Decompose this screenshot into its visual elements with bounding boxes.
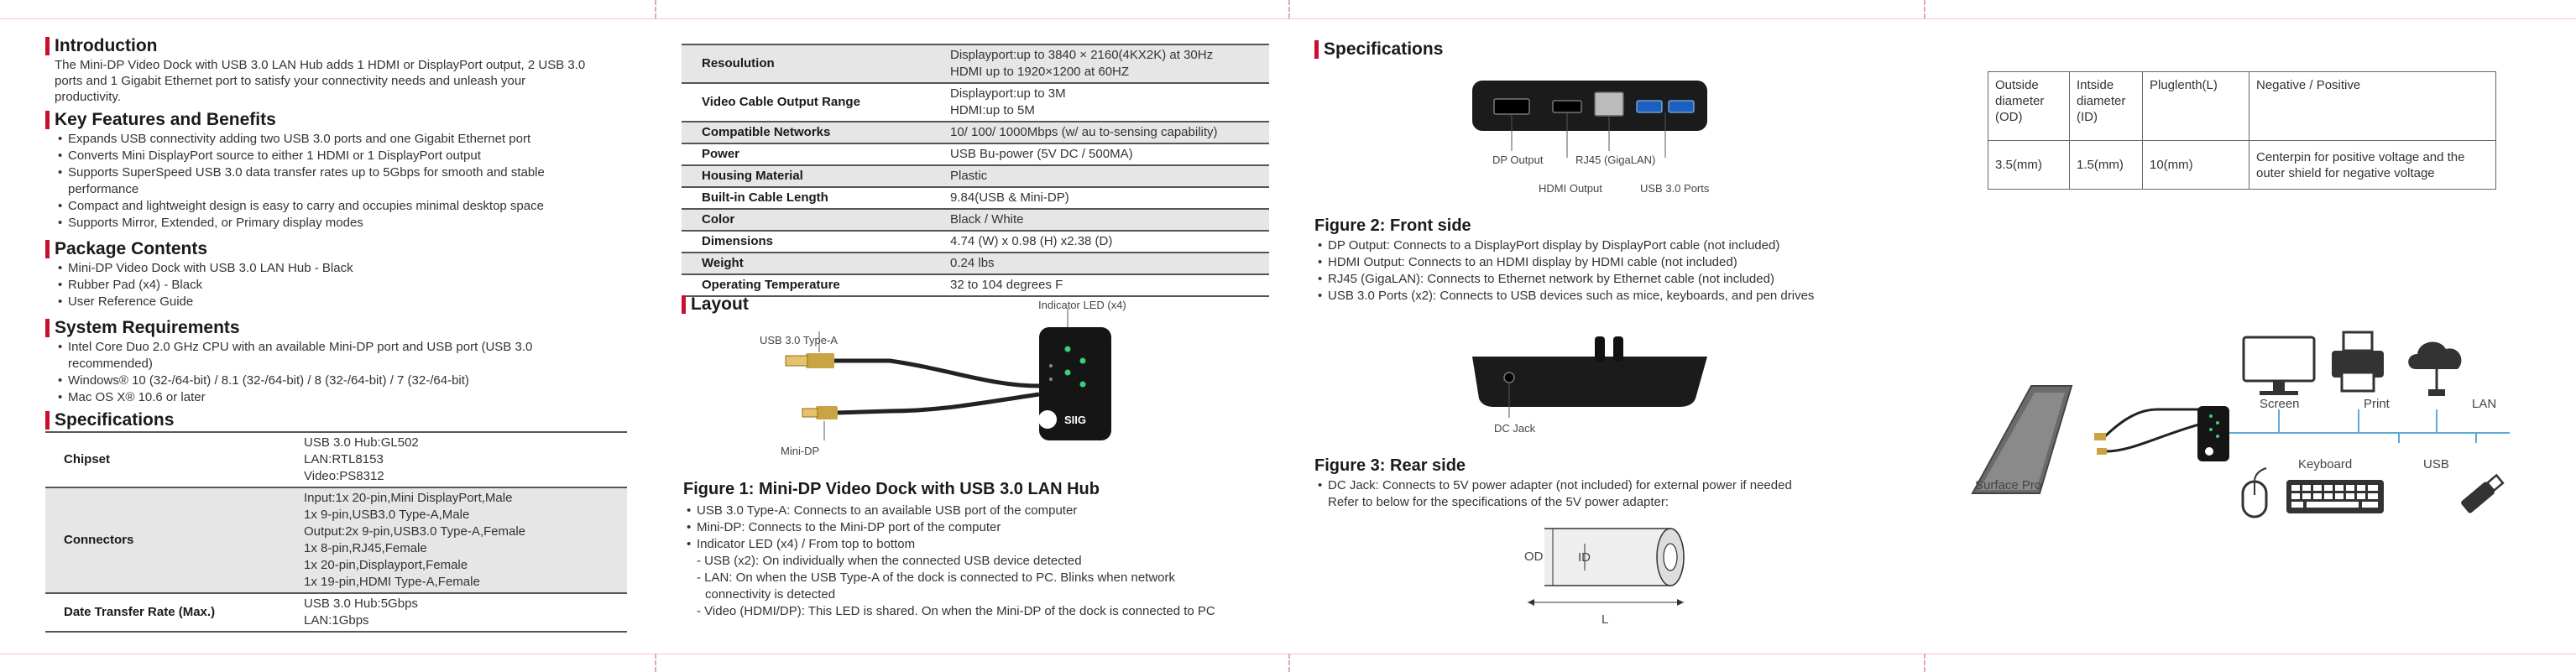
fold-mark bbox=[655, 654, 656, 672]
spec-value: 4.74 (W) x 0.98 (H) x2.38 (D) bbox=[943, 231, 1269, 253]
list-item: • Expands USB connectivity adding two USB 3.0 ports and one Gigabit Ethernet port bbox=[55, 131, 641, 148]
network-node-icon bbox=[2428, 389, 2445, 396]
table-row bbox=[45, 593, 627, 632]
table-row bbox=[682, 253, 1269, 274]
label-usb-type-a: USB 3.0 Type-A bbox=[760, 334, 838, 346]
dock-cable bbox=[2103, 409, 2199, 439]
plug-value-cell: 3.5(mm) bbox=[1988, 141, 2070, 190]
spec-value: USB 3.0 Hub:GL502 LAN:RTL8153 Video:PS8312 bbox=[297, 432, 627, 487]
intro-line: ports and 1 Gigabit Ethernet port to satisfy your connectivity needs and unleash your bbox=[55, 74, 526, 88]
introduction-text bbox=[45, 57, 633, 105]
spec-key: Color bbox=[682, 209, 943, 231]
figure3-list bbox=[1314, 477, 1919, 511]
rear-cable-icon bbox=[1613, 336, 1623, 362]
list-item: - Video (HDMI/DP): This LED is shared. On when the Mini-DP of the dock is connected to PC bbox=[697, 604, 1215, 618]
list-item: - USB (x2): On individually when the connected USB device detected bbox=[697, 554, 1082, 568]
spec-key: Connectors bbox=[45, 487, 297, 593]
intro-line: The Mini-DP Video Dock with USB 3.0 LAN Hub adds 1 HDMI or DisplayPort output, 2 USB 3.0 bbox=[55, 58, 586, 72]
dock-icon bbox=[2197, 406, 2229, 461]
package-contents-title: Package Contents bbox=[45, 240, 633, 258]
spec-value: 32 to 104 degrees F bbox=[943, 274, 1269, 296]
plug-header-cell: Negative / Positive bbox=[2249, 72, 2496, 141]
figure1-sublist bbox=[683, 553, 1271, 620]
button-dot bbox=[1049, 364, 1053, 367]
list-item: • DP Output: Connects to a DisplayPort display by DisplayPort cable (not included) bbox=[1314, 237, 1919, 254]
mouse-cord-icon bbox=[2255, 468, 2266, 482]
label-print: Print bbox=[2364, 397, 2390, 411]
plug-value-cell: 10(mm) bbox=[2143, 141, 2249, 190]
minidp-cable bbox=[835, 394, 1039, 413]
dock-diagram bbox=[755, 294, 1142, 470]
table-row bbox=[682, 143, 1269, 165]
figure1-section bbox=[683, 480, 1271, 620]
label-l: L bbox=[1602, 612, 1609, 627]
spec-value: USB Bu-power (5V DC / 500MA) bbox=[943, 143, 1269, 165]
dp-port-icon bbox=[1494, 99, 1529, 114]
table-row bbox=[682, 165, 1269, 187]
label-mini-dp: Mini-DP bbox=[781, 445, 820, 457]
fold-mark bbox=[1288, 654, 1290, 672]
label-screen: Screen bbox=[2260, 397, 2300, 411]
label-rj45: RJ45 (GigaLAN) bbox=[1575, 154, 1656, 166]
figure3-title: Figure 3: Rear side bbox=[1314, 456, 1466, 475]
label-hdmi-output: HDMI Output bbox=[1539, 182, 1602, 195]
spec-value: Black / White bbox=[943, 209, 1269, 231]
introduction-title: Introduction bbox=[45, 37, 633, 55]
list-item: • RJ45 (GigaLAN): Connects to Ethernet network by Ethernet cable (not included) bbox=[1314, 271, 1919, 288]
key-features-section bbox=[45, 111, 641, 232]
connection-diagram bbox=[1956, 326, 2543, 544]
figure1-title: Figure 1: Mini-DP Video Dock with USB 3.0 LAN Hub bbox=[683, 480, 1100, 498]
led-indicator bbox=[2209, 414, 2213, 418]
figure1-list bbox=[683, 503, 1271, 553]
table-row bbox=[1988, 141, 2496, 190]
usb-cable bbox=[831, 361, 1039, 386]
package-contents-list bbox=[55, 260, 633, 310]
button-dot bbox=[1049, 378, 1053, 381]
list-item: • HDMI Output: Connects to an HDMI display by HDMI cable (not included) bbox=[1314, 254, 1919, 271]
screen-stand-icon bbox=[2273, 381, 2285, 391]
arrow-icon bbox=[1677, 599, 1684, 606]
spec-value: 10/ 100/ 1000Mbps (w/ au to-sensing capability) bbox=[943, 122, 1269, 143]
specifications-title: Specifications bbox=[1314, 40, 1566, 59]
spec-key: Weight bbox=[682, 253, 943, 274]
rear-side-diagram bbox=[1469, 331, 1721, 424]
table-row bbox=[45, 432, 627, 487]
minidp-plug-icon bbox=[2097, 448, 2107, 455]
rj45-port-icon bbox=[1595, 92, 1623, 116]
plug-spec-table bbox=[1988, 71, 2496, 190]
usb-plug-icon bbox=[2094, 433, 2106, 440]
dock-cable bbox=[2105, 425, 2199, 451]
intro-line: productivity. bbox=[55, 90, 121, 104]
plug-header-cell: Pluglenth(L) bbox=[2143, 72, 2249, 141]
led-indicator bbox=[2209, 428, 2213, 431]
spec-value: Displayport:up to 3840 × 2160(4KX2K) at 30Hz HDMI up to 1920×1200 at 60HZ bbox=[943, 44, 1269, 83]
figure3-section bbox=[1314, 456, 1919, 511]
table-row bbox=[682, 187, 1269, 209]
system-requirements-section bbox=[45, 319, 641, 406]
figure2-title: Figure 2: Front side bbox=[1314, 216, 1471, 235]
introduction-section bbox=[45, 37, 633, 105]
spec-value: 9.84(USB & Mini-DP) bbox=[943, 187, 1269, 209]
spec-key: Operating Temperature bbox=[682, 274, 943, 296]
plug-header-cell: Intside diameter (ID) bbox=[2070, 72, 2143, 141]
spec-key: Housing Material bbox=[682, 165, 943, 187]
printer-paper-icon bbox=[2343, 332, 2372, 351]
figure2-section bbox=[1314, 216, 1919, 305]
plug-value-cell: 1.5(mm) bbox=[2070, 141, 2143, 190]
spec-key: Date Transfer Rate (Max.) bbox=[45, 593, 297, 632]
label-od: OD bbox=[1524, 550, 1544, 564]
led-indicator bbox=[2216, 435, 2219, 438]
siig-logo-text: SIIG bbox=[1064, 414, 1087, 426]
fold-mark bbox=[1288, 0, 1290, 18]
spec-table-right bbox=[682, 44, 1269, 297]
dc-jack-icon bbox=[1504, 372, 1514, 383]
minidp-connector-icon bbox=[802, 409, 818, 417]
usb-port-icon bbox=[1637, 101, 1662, 112]
spec-key: Dimensions bbox=[682, 231, 943, 253]
specifications-section-right bbox=[1314, 40, 1566, 59]
fold-mark bbox=[655, 0, 656, 18]
table-row bbox=[45, 487, 627, 593]
label-keyboard: Keyboard bbox=[2298, 457, 2353, 471]
list-item: • Compact and lightweight design is easy to carry and occupies minimal desktop space bbox=[55, 198, 641, 215]
table-row bbox=[682, 209, 1269, 231]
list-item: • Mac OS X® 10.6 or later bbox=[55, 389, 641, 406]
list-item: • Supports SuperSpeed USB 3.0 data transfer rates up to 5Gbps for smooth and stable performance bbox=[55, 164, 641, 198]
fold-mark bbox=[1924, 654, 1925, 672]
plug-inner-icon bbox=[1664, 544, 1677, 570]
usb-stick-icon bbox=[2460, 473, 2505, 513]
rear-cable-icon bbox=[1595, 336, 1605, 362]
usb-plug-icon bbox=[806, 353, 834, 368]
spec-value: Input:1x 20-pin,Mini DisplayPort,Male 1x 9-pin,USB3.0 Type-A,Male Output:2x 9-pin,USB3.0 Type-A,Female 1x 8-pin,RJ45,Female 1x 20-pin,Displayport,Female 1x 19-pin,HDMI Type-A,Female bbox=[297, 487, 627, 593]
list-item: • Indicator LED (x4) / From top to bottom bbox=[683, 536, 1271, 553]
list-item: • User Reference Guide bbox=[55, 294, 633, 310]
table-row bbox=[1988, 72, 2496, 141]
list-item: • Mini-DP Video Dock with USB 3.0 LAN Hub - Black bbox=[55, 260, 633, 277]
list-item: connectivity is detected bbox=[705, 587, 836, 602]
list-item: • USB 3.0 Ports (x2): Connects to USB devices such as mice, keyboards, and pen drives bbox=[1314, 288, 1919, 305]
led-indicator bbox=[2216, 421, 2219, 425]
system-requirements-list bbox=[55, 339, 641, 406]
table-row bbox=[682, 231, 1269, 253]
label-dc-jack: DC Jack bbox=[1494, 422, 1536, 435]
spec-key: Resoulution bbox=[682, 44, 943, 83]
list-item: • DC Jack: Connects to 5V power adapter (not included) for external power if needed Refer to below for the specifications of the 5V power adapter: bbox=[1314, 477, 1919, 511]
power-plug-diagram bbox=[1519, 520, 1704, 629]
spec-value: Displayport:up to 3M HDMI:up to 5M bbox=[943, 83, 1269, 122]
spec-key: Power bbox=[682, 143, 943, 165]
specifications-section-left bbox=[45, 411, 633, 430]
hdmi-port-icon bbox=[1553, 101, 1581, 112]
label-id: ID bbox=[1578, 550, 1591, 565]
spec-value: USB 3.0 Hub:5Gbps LAN:1Gbps bbox=[297, 593, 627, 632]
system-requirements-title: System Requirements bbox=[45, 319, 641, 337]
plug-value-cell: Centerpin for positive voltage and the outer shield for negative voltage bbox=[2249, 141, 2496, 190]
spec-key: Built-in Cable Length bbox=[682, 187, 943, 209]
table-row bbox=[682, 44, 1269, 83]
minidp-plug-icon bbox=[816, 406, 838, 419]
label-usb: USB bbox=[2423, 457, 2449, 471]
front-side-diagram bbox=[1469, 74, 1721, 158]
list-item: - LAN: On when the USB Type-A of the dock is connected to PC. Blinks when network bbox=[697, 570, 1176, 585]
spec-key: Compatible Networks bbox=[682, 122, 943, 143]
layout-title: Layout bbox=[682, 295, 933, 314]
led-indicator bbox=[1080, 358, 1086, 364]
screen-icon bbox=[2244, 337, 2314, 381]
list-item: • Converts Mini DisplayPort source to either 1 HDMI or 1 DisplayPort output bbox=[55, 148, 641, 164]
spec-key: Chipset bbox=[45, 432, 297, 487]
label-usb-ports: USB 3.0 Ports bbox=[1640, 182, 1710, 195]
list-item: • USB 3.0 Type-A: Connects to an available USB port of the computer bbox=[683, 503, 1271, 519]
led-indicator bbox=[1065, 370, 1071, 376]
specifications-title: Specifications bbox=[45, 411, 633, 430]
list-item: • Mini-DP: Connects to the Mini-DP port of the computer bbox=[683, 519, 1271, 536]
fold-mark bbox=[1924, 0, 1925, 18]
key-features-list bbox=[55, 131, 641, 232]
label-surface-pro: Surface Pro bbox=[1975, 478, 2042, 492]
table-row bbox=[682, 83, 1269, 122]
plug-header-cell: Outside diameter (OD) bbox=[1988, 72, 2070, 141]
usb-connector-icon bbox=[786, 356, 807, 366]
figure2-list bbox=[1314, 237, 1919, 305]
screen-base-icon bbox=[2260, 391, 2298, 395]
led-indicator bbox=[1065, 346, 1071, 352]
printer-tray-icon bbox=[2342, 372, 2374, 391]
package-contents-section bbox=[45, 240, 633, 310]
list-item: • Rubber Pad (x4) - Black bbox=[55, 277, 633, 294]
siig-logo-icon bbox=[1038, 410, 1057, 429]
cloud-icon bbox=[2408, 341, 2461, 369]
list-item: • Intel Core Duo 2.0 GHz CPU with an available Mini-DP port and USB port (USB 3.0 recommended) bbox=[55, 339, 641, 372]
spec-table-left bbox=[45, 431, 627, 633]
list-item: • Windows® 10 (32-/64-bit) / 8.1 (32-/64-bit) / 8 (32-/64-bit) / 7 (32-/64-bit) bbox=[55, 372, 641, 389]
trim-line-top bbox=[0, 18, 2576, 19]
label-indicator-led: Indicator LED (x4) bbox=[1038, 299, 1126, 311]
spec-value: Plastic bbox=[943, 165, 1269, 187]
spec-value: 0.24 lbs bbox=[943, 253, 1269, 274]
arrow-icon bbox=[1528, 599, 1534, 606]
siig-logo-icon bbox=[2205, 447, 2213, 456]
usb-port-icon bbox=[1669, 101, 1694, 112]
label-lan: LAN bbox=[2472, 397, 2497, 411]
table-row bbox=[682, 122, 1269, 143]
led-indicator bbox=[1080, 382, 1086, 388]
key-features-title: Key Features and Benefits bbox=[45, 111, 641, 129]
label-dp-output: DP Output bbox=[1492, 154, 1544, 166]
spec-key: Video Cable Output Range bbox=[682, 83, 943, 122]
list-item: • Supports Mirror, Extended, or Primary display modes bbox=[55, 215, 641, 232]
